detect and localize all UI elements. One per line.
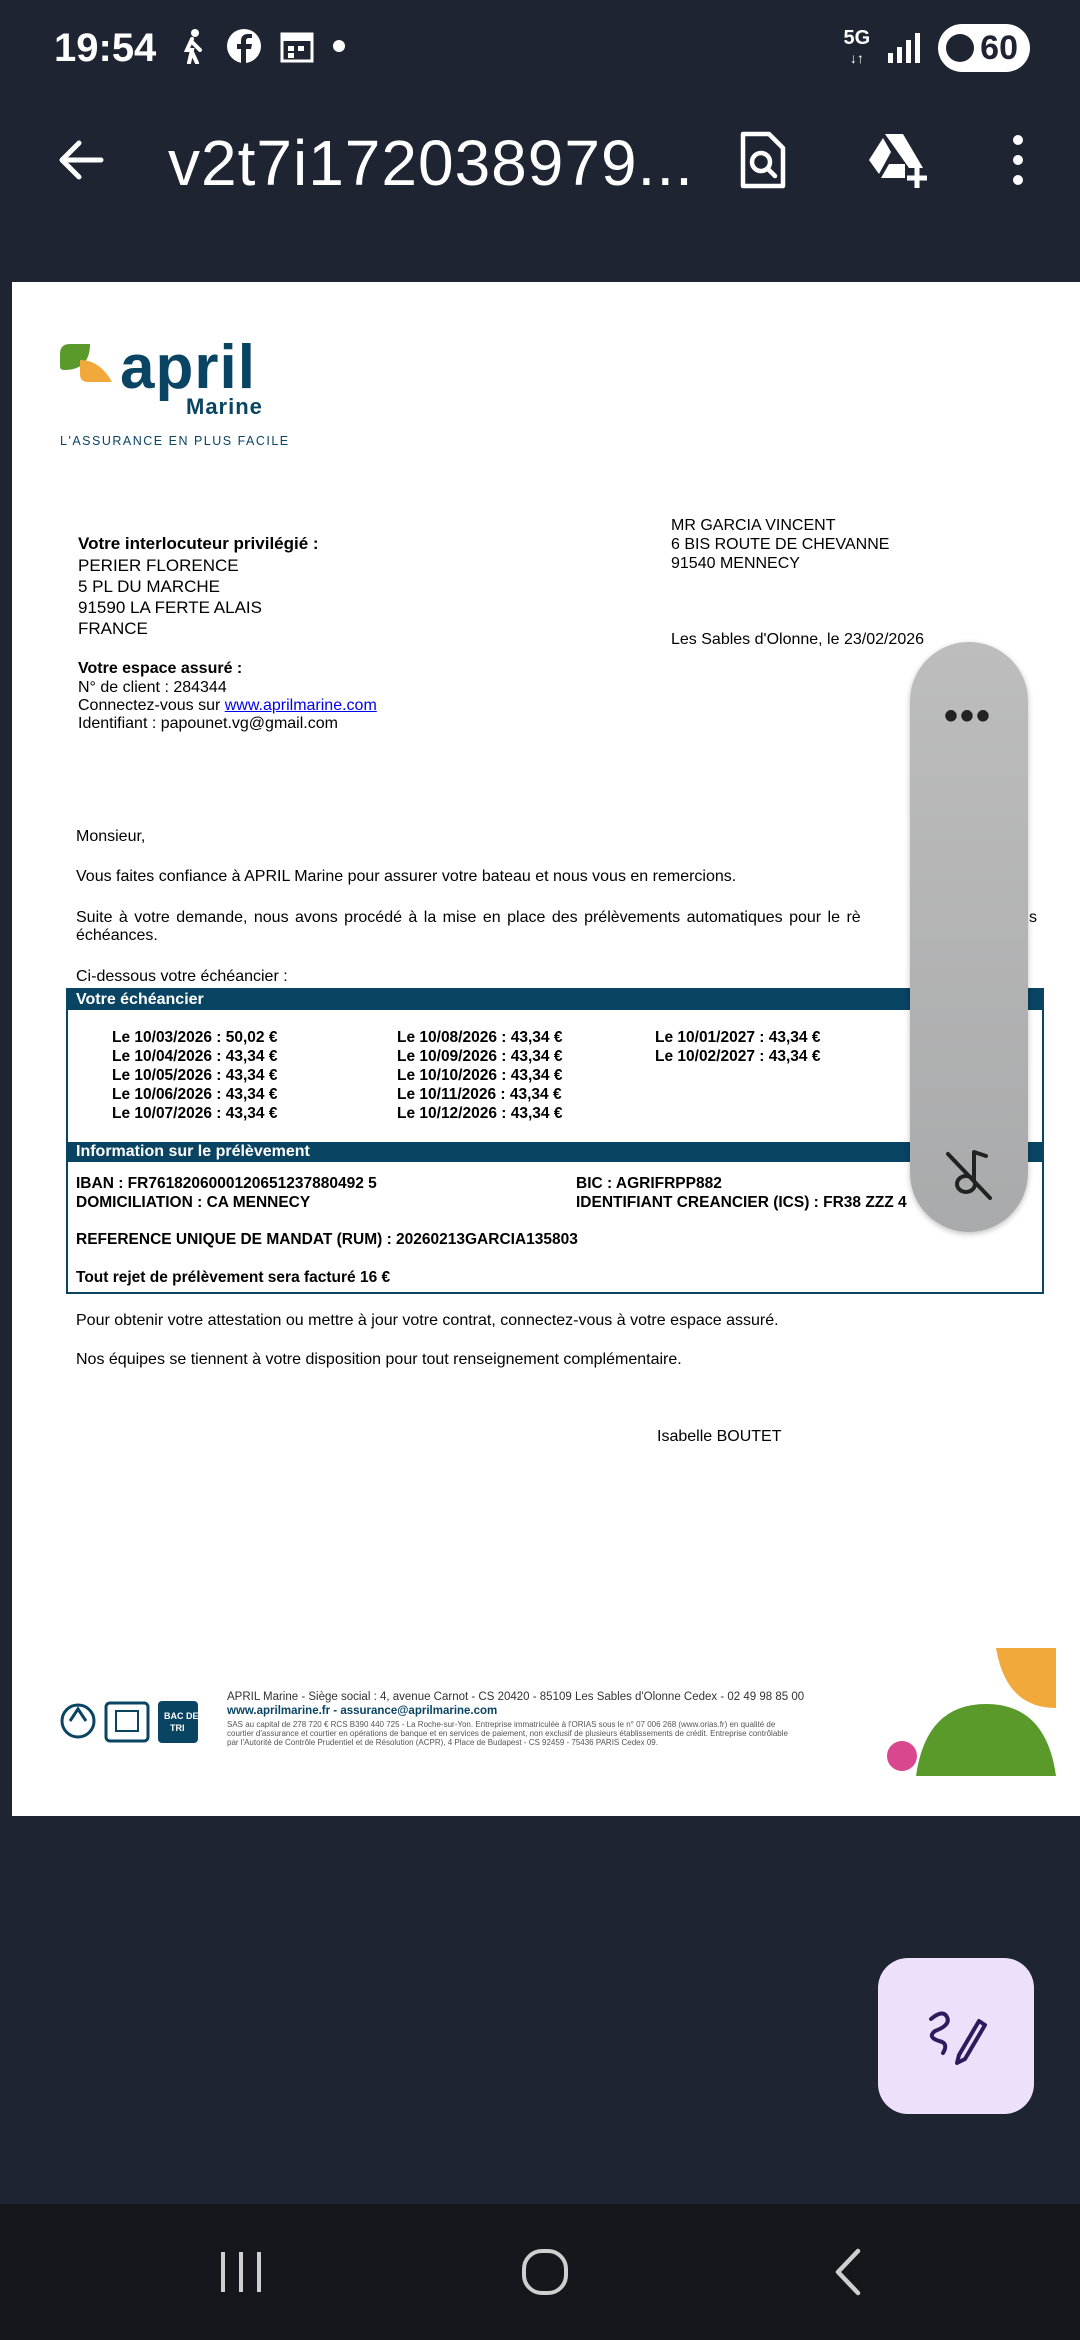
- paragraph-1: Vous faites confiance à APRIL Marine pour assurer votre bateau et nous vous en remercions.: [76, 868, 737, 885]
- creditor-id: IDENTIFIANT CREANCIER (ICS) : FR38 ZZZ 4: [576, 1194, 907, 1211]
- schedule-entry: Le 10/09/2026 : 43,34 €: [397, 1048, 563, 1065]
- footer-address: APRIL Marine - Siège social : 4, avenue Carnot - CS 20420 - 85109 Les Sables d'Olonne Cedex - 02 49 98 85 00: [227, 1691, 805, 1703]
- home-icon: [520, 2247, 570, 2297]
- schedule-entry: Le 10/06/2026 : 43,34 €: [112, 1086, 278, 1103]
- contact-line: FRANCE: [78, 619, 148, 638]
- battery-level: 60: [980, 28, 1018, 67]
- contact-line: 91590 LA FERTE ALAIS: [78, 598, 262, 617]
- recents-icon: [217, 2250, 267, 2294]
- domiciliation: DOMICILIATION : CA MENNECY: [76, 1194, 311, 1211]
- footer-legal: SAS au capital de 278 720 € RCS B390 440 725 - La Roche-sur-Yon. Entreprise immatriculée à l'ORIAS sous le n° 07 006 268 (www.orias.fr) en qualité de: [227, 1720, 776, 1729]
- search-in-document-button[interactable]: [723, 120, 803, 200]
- iban: IBAN : FR7618206000120651237880492 5: [76, 1175, 377, 1192]
- badge-text: BAC DE: [164, 1711, 199, 1721]
- logo-tagline: L'ASSURANCE EN PLUS FACILE: [60, 434, 290, 448]
- logo-sub: Marine: [186, 394, 263, 419]
- back-chevron-icon: [828, 2247, 868, 2297]
- app-bar: [0, 110, 1080, 210]
- music-off-icon[interactable]: [944, 1146, 996, 1202]
- mandate-reference: REFERENCE UNIQUE DE MANDAT (RUM) : 20260213GARCIA135803: [76, 1231, 578, 1248]
- reject-fee: Tout rejet de prélèvement sera facturé 16 €: [76, 1269, 391, 1286]
- paragraph-2: Suite à votre demande, nous avons procédé à la mise en place des prélèvements automatiques pour le rè: [76, 909, 861, 926]
- logo-brand: april: [120, 333, 256, 402]
- system-navigation-bar: [0, 2204, 1080, 2340]
- brand-shapes-decoration: [886, 1648, 1056, 1778]
- back-nav-button[interactable]: [808, 2232, 888, 2312]
- schedule-column-2: [397, 1028, 562, 1123]
- schedule-title: Votre échéancier: [68, 990, 1042, 1010]
- document-title: v2t7i172038979...: [168, 127, 694, 199]
- schedule-box: [66, 988, 1044, 1294]
- recipient-line: MR GARCIA VINCENT: [671, 517, 836, 534]
- identifiant: Identifiant : papounet.vg@gmail.com: [78, 715, 338, 732]
- contact-heading: Votre interlocuteur privilégié :: [78, 534, 319, 553]
- schedule-column-3: [655, 1028, 820, 1066]
- home-button[interactable]: [505, 2232, 585, 2312]
- signal-icon: [886, 31, 922, 65]
- footer-contact: www.aprilmarine.fr - assurance@aprilmarine.com: [227, 1705, 498, 1717]
- dot-icon: [332, 39, 346, 53]
- more-horiz-icon[interactable]: •••: [944, 694, 993, 738]
- status-system-icons: [843, 24, 1030, 72]
- recipient-line: 6 BIS ROUTE DE CHEVANNE: [671, 536, 890, 553]
- closing-paragraph-1: Pour obtenir votre attestation ou mettre à jour votre contrat, connectez-vous à votre espace assuré.: [76, 1312, 779, 1329]
- schedule-entry: Le 10/11/2026 : 43,34 €: [397, 1086, 562, 1103]
- greeting: Monsieur,: [76, 828, 146, 845]
- recycle-info-icon: [60, 1695, 250, 1747]
- find-in-page-icon: [737, 130, 789, 190]
- svg-text:TRI: TRI: [170, 1723, 185, 1733]
- schedule-entry: Le 10/02/2027 : 43,34 €: [655, 1048, 821, 1065]
- closing-paragraph-2: Nos équipes se tiennent à votre disposition pour tout renseignement complémentaire.: [76, 1351, 682, 1368]
- place-date: Les Sables d'Olonne, le 23/02/2026: [671, 631, 925, 648]
- recipient-line: 91540 MENNECY: [671, 555, 800, 572]
- annotate-button[interactable]: [878, 1958, 1034, 2114]
- signature-name: Isabelle BOUTET: [657, 1428, 782, 1445]
- schedule-entry: Le 10/05/2026 : 43,34 €: [112, 1067, 278, 1084]
- status-time: 19:54: [54, 26, 157, 70]
- status-notification-icons: [178, 28, 346, 64]
- client-number: N° de client : 284344: [78, 679, 227, 696]
- schedule-entry: Le 10/08/2026 : 43,34 €: [397, 1029, 563, 1046]
- paragraph-2-end: s: [1029, 909, 1037, 926]
- battery-saver-icon: [946, 34, 974, 62]
- more-vert-icon: [1010, 134, 1026, 186]
- walking-icon: [178, 28, 208, 64]
- battery-indicator: [938, 24, 1030, 72]
- bic: BIC : AGRIFRPP882: [576, 1175, 722, 1192]
- edit-draw-icon: [925, 2005, 987, 2067]
- save-to-drive-button[interactable]: [858, 120, 938, 200]
- connect-line: Connectez-vous sur www.aprilmarine.com: [78, 697, 377, 714]
- schedule-entry: Le 10/03/2026 : 50,02 €: [112, 1029, 278, 1046]
- paragraph-3: Ci-dessous votre échéancier :: [76, 968, 288, 985]
- april-leaf-icon: [60, 342, 120, 402]
- paragraph-2-cont: échéances.: [76, 927, 158, 944]
- back-button[interactable]: [40, 120, 120, 200]
- schedule-entry: Le 10/10/2026 : 43,34 €: [397, 1067, 563, 1084]
- network-type: 5G ↓↑: [843, 27, 871, 66]
- contact-line: PERIER FLORENCE: [78, 556, 239, 575]
- arrow-back-icon: [55, 135, 105, 185]
- calendar-icon: [280, 29, 314, 63]
- schedule-entry: Le 10/07/2026 : 43,34 €: [112, 1105, 278, 1122]
- space-heading: Votre espace assuré :: [78, 660, 243, 677]
- schedule-column-1: [112, 1028, 277, 1123]
- footer-legal: courtier d'assurance et courtier en opérations de banque et en services de paiement, non exclusif de plusieurs établissements de crédit. Entreprise contrôlable: [227, 1729, 788, 1738]
- status-bar: [0, 0, 1080, 100]
- contact-line: 5 PL DU MARCHE: [78, 577, 221, 596]
- more-options-button[interactable]: [978, 120, 1058, 200]
- recent-apps-button[interactable]: [202, 2232, 282, 2312]
- schedule-entry: Le 10/01/2027 : 43,34 €: [655, 1029, 821, 1046]
- schedule-entry: Le 10/12/2026 : 43,34 €: [397, 1105, 563, 1122]
- schedule-entry: Le 10/04/2026 : 43,34 €: [112, 1048, 278, 1065]
- facebook-icon: [226, 28, 262, 64]
- debit-title: Information sur le prélèvement: [68, 1142, 1042, 1162]
- drive-add-icon: [865, 130, 931, 190]
- website-link[interactable]: www.aprilmarine.com: [224, 697, 377, 714]
- floating-toolbar[interactable]: [910, 642, 1028, 1232]
- footer-legal: par l'Autorité de Contrôle Prudentiel et de Résolution (ACPR), 4 Place de Budapest - CS 92459 - 75436 PARIS Cedex 09.: [227, 1738, 658, 1747]
